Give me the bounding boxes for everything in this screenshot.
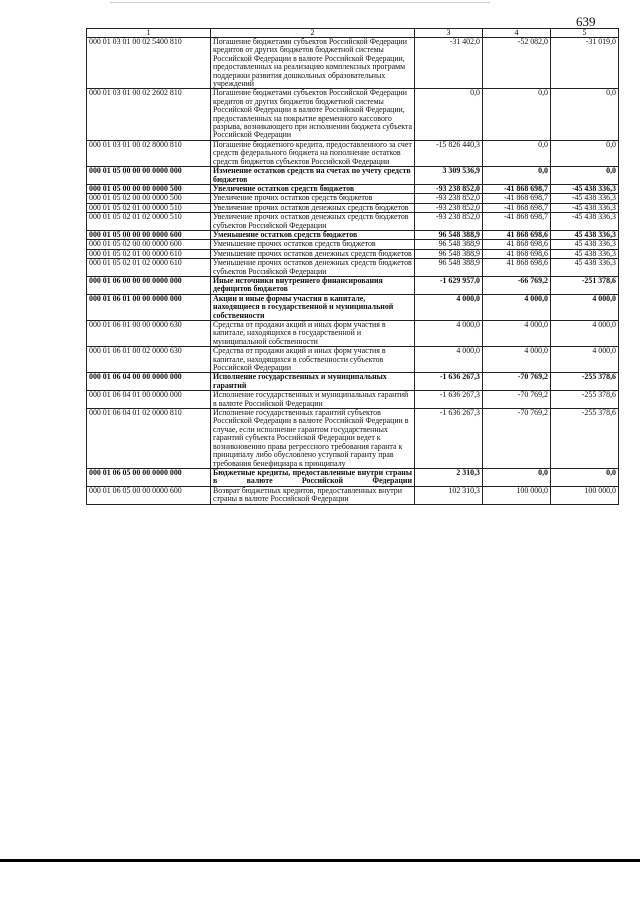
table-row: [87, 347, 619, 373]
table-row: [87, 373, 619, 391]
row-value-col4: -70 769,2: [483, 373, 551, 391]
row-value-col5: 4 000,0: [551, 321, 619, 347]
row-value-col5: 45 438 336,3: [551, 249, 619, 258]
row-value-col5: 4 000,0: [551, 347, 619, 373]
row-value-col3: 4 000,0: [415, 321, 483, 347]
row-value-col5: -255 378,6: [551, 391, 619, 409]
row-name: Уменьшение прочих остатков денежных средств бюджетов: [211, 249, 415, 258]
row-code: 000 01 05 02 01 02 0000 610: [87, 259, 211, 277]
row-code: 000 01 06 01 00 00 0000 630: [87, 321, 211, 347]
row-value-col4: 0,0: [483, 468, 551, 486]
row-value-col4: 100 000,0: [483, 486, 551, 504]
row-value-col4: 41 868 698,6: [483, 259, 551, 277]
row-name: Изменение остатков средств на счетах по учету средств бюджетов: [211, 167, 415, 185]
row-value-col3: -93 238 852,0: [415, 203, 483, 212]
scan-top-mark: [110, 2, 490, 3]
row-value-col3: 96 548 388,9: [415, 230, 483, 239]
row-value-col4: 41 868 698,6: [483, 249, 551, 258]
column-header-4: 4: [483, 29, 551, 38]
row-name: Бюджетные кредиты, предоставленные внутри страны в валюте Российской Федерации: [211, 468, 415, 486]
row-value-col4: 0,0: [483, 167, 551, 185]
row-value-col4: 41 868 698,6: [483, 230, 551, 239]
row-name: Иные источники внутреннего финансирования дефицитов бюджетов: [211, 276, 415, 294]
scan-bottom-edge: [0, 859, 640, 862]
row-value-col5: 45 438 336,3: [551, 259, 619, 277]
row-value-col3: 102 310,3: [415, 486, 483, 504]
row-code: 000 01 05 02 01 00 0000 510: [87, 203, 211, 212]
row-value-col5: -255 378,6: [551, 409, 619, 469]
table-row: [87, 230, 619, 239]
row-value-col5: -45 438 336,3: [551, 194, 619, 203]
column-header-5: 5: [551, 29, 619, 38]
table-row: [87, 184, 619, 193]
table-row: [87, 391, 619, 409]
row-code: 000 01 05 02 00 00 0000 600: [87, 240, 211, 249]
row-value-col3: 2 310,3: [415, 468, 483, 486]
row-value-col3: -31 402,0: [415, 38, 483, 89]
row-value-col5: -31 019,0: [551, 38, 619, 89]
row-value-col5: -45 438 336,3: [551, 184, 619, 193]
row-name: Уменьшение прочих остатков средств бюджетов: [211, 240, 415, 249]
row-name: Погашение бюджетами субъектов Российской Федерации кредитов от других бюджетов бюджетной системы Российской Федерации в валюте Российской Федерации, предоставленных на покрытие временного кассового разрыва, возникающего при исполнении бюджета субъекта Российской Федерации: [211, 89, 415, 140]
row-value-col4: -41 868 698,7: [483, 184, 551, 193]
table-row: [87, 468, 619, 486]
table-row: [87, 409, 619, 469]
row-name: Исполнение государственных и муниципальных гарантий в валюте Российской Федерации: [211, 391, 415, 409]
row-value-col4: -66 769,2: [483, 276, 551, 294]
row-value-col4: 41 868 698,6: [483, 240, 551, 249]
table-row: [87, 240, 619, 249]
row-name: Увеличение прочих остатков денежных средств бюджетов: [211, 203, 415, 212]
row-code: 000 01 05 02 00 00 0000 500: [87, 194, 211, 203]
row-value-col5: 0,0: [551, 140, 619, 166]
column-header-2: 2: [211, 29, 415, 38]
row-value-col5: -255 378,6: [551, 373, 619, 391]
row-name: Увеличение остатков средств бюджетов: [211, 184, 415, 193]
budget-sources-table: [86, 28, 619, 505]
row-name: Уменьшение остатков средств бюджетов: [211, 230, 415, 239]
row-name: Исполнение государственных и муниципальных гарантий: [211, 373, 415, 391]
row-value-col3: -93 238 852,0: [415, 213, 483, 231]
table-row: [87, 321, 619, 347]
row-value-col3: 96 548 388,9: [415, 259, 483, 277]
row-value-col4: 0,0: [483, 89, 551, 140]
table-body: [87, 38, 619, 505]
row-name: Исполнение государственных гарантий субъектов Российской Федерации в валюте Российской Федерации в случае, если исполнение гарантом государственных гарантий субъекта Российской Федерации ведет к возникновению права регрессного требования гаранта к принципалу либо обусловлено уступкой гаранту прав требования бенефициара к принципалу: [211, 409, 415, 469]
row-name: Средства от продажи акций и иных форм участия в капитале, находящихся в собственности субъектов Российской Федерации: [211, 347, 415, 373]
row-name: Средства от продажи акций и иных форм участия в капитале, находящихся в государственной и муниципальной собственности: [211, 321, 415, 347]
row-code: 000 01 06 04 00 00 0000 000: [87, 373, 211, 391]
row-value-col5: 45 438 336,3: [551, 240, 619, 249]
row-value-col3: -1 636 267,3: [415, 373, 483, 391]
row-value-col5: 0,0: [551, 167, 619, 185]
row-code: 000 01 05 00 00 00 0000 500: [87, 184, 211, 193]
row-value-col5: 0,0: [551, 468, 619, 486]
table-row: [87, 294, 619, 320]
table-row: [87, 167, 619, 185]
row-value-col5: -45 438 336,3: [551, 203, 619, 212]
row-code: 000 01 03 01 00 02 8000 810: [87, 140, 211, 166]
row-name: Увеличение прочих остатков средств бюджетов: [211, 194, 415, 203]
table-row: [87, 276, 619, 294]
row-code: 000 01 06 04 01 00 0000 000: [87, 391, 211, 409]
row-value-col3: -93 238 852,0: [415, 194, 483, 203]
row-value-col3: 3 309 536,9: [415, 167, 483, 185]
row-value-col4: 4 000,0: [483, 347, 551, 373]
row-value-col3: 4 000,0: [415, 294, 483, 320]
row-name: Увеличение прочих остатков денежных средств бюджетов субъектов Российской Федерации: [211, 213, 415, 231]
row-value-col4: -41 868 698,7: [483, 194, 551, 203]
row-value-col4: 4 000,0: [483, 321, 551, 347]
row-value-col4: -70 769,2: [483, 391, 551, 409]
table-row: [87, 89, 619, 140]
table-row: [87, 259, 619, 277]
row-name: Погашение бюджетного кредита, предоставленного за счет средств федерального бюджета на пополнение остатков средств бюджетов субъектов Российской Федерации: [211, 140, 415, 166]
row-value-col3: 96 548 388,9: [415, 249, 483, 258]
row-code: 000 01 05 00 00 00 0000 000: [87, 167, 211, 185]
row-name: Уменьшение прочих остатков денежных средств бюджетов субъектов Российской Федерации: [211, 259, 415, 277]
row-name: Погашение бюджетами субъектов Российской Федерации кредитов от других бюджетов бюджетной системы Российской Федерации в валюте Российской Федерации, предоставленных на реализацию комплексных программ поддержки развития дошкольных образовательных учреждений: [211, 38, 415, 89]
row-value-col3: -93 238 852,0: [415, 184, 483, 193]
row-code: 000 01 06 01 00 00 0000 000: [87, 294, 211, 320]
row-code: 000 01 03 01 00 02 2602 810: [87, 89, 211, 140]
row-value-col4: -41 868 698,7: [483, 203, 551, 212]
row-value-col5: -45 438 336,3: [551, 213, 619, 231]
row-value-col3: -1 636 267,3: [415, 409, 483, 469]
table-row: [87, 249, 619, 258]
page-number: 639: [576, 14, 596, 29]
row-value-col4: 4 000,0: [483, 294, 551, 320]
row-value-col5: 4 000,0: [551, 294, 619, 320]
table-row: [87, 486, 619, 504]
row-value-col3: -1 636 267,3: [415, 391, 483, 409]
table-row: [87, 38, 619, 89]
row-value-col3: 0,0: [415, 89, 483, 140]
row-value-col5: 0,0: [551, 89, 619, 140]
row-code: 000 01 06 01 00 02 0000 630: [87, 347, 211, 373]
row-code: 000 01 05 02 01 02 0000 510: [87, 213, 211, 231]
table-header-row: [87, 29, 619, 38]
row-value-col5: -251 378,6: [551, 276, 619, 294]
row-code: 000 01 05 02 01 00 0000 610: [87, 249, 211, 258]
table-row: [87, 203, 619, 212]
row-value-col3: 4 000,0: [415, 347, 483, 373]
row-value-col4: -52 082,0: [483, 38, 551, 89]
row-value-col5: 100 000,0: [551, 486, 619, 504]
row-value-col3: 96 548 388,9: [415, 240, 483, 249]
column-header-1: 1: [87, 29, 211, 38]
row-code: 000 01 06 00 00 00 0000 000: [87, 276, 211, 294]
row-value-col4: 0,0: [483, 140, 551, 166]
row-name: Акции и иные формы участия в капитале, находящиеся в государственной и муниципальной собственности: [211, 294, 415, 320]
column-header-3: 3: [415, 29, 483, 38]
table-row: [87, 213, 619, 231]
row-code: 000 01 05 00 00 00 0000 600: [87, 230, 211, 239]
table-row: [87, 194, 619, 203]
row-value-col3: -1 629 957,0: [415, 276, 483, 294]
table-row: [87, 140, 619, 166]
row-code: 000 01 06 05 00 00 0000 000: [87, 468, 211, 486]
row-value-col4: -41 868 698,7: [483, 213, 551, 231]
row-code: 000 01 03 01 00 02 5400 810: [87, 38, 211, 89]
row-code: 000 01 06 05 00 00 0000 600: [87, 486, 211, 504]
row-name: Возврат бюджетных кредитов, предоставленных внутри страны в валюте Российской Федерации: [211, 486, 415, 504]
row-value-col4: -70 769,2: [483, 409, 551, 469]
row-value-col5: 45 438 336,3: [551, 230, 619, 239]
row-value-col3: -15 826 440,3: [415, 140, 483, 166]
row-code: 000 01 06 04 01 02 0000 810: [87, 409, 211, 469]
